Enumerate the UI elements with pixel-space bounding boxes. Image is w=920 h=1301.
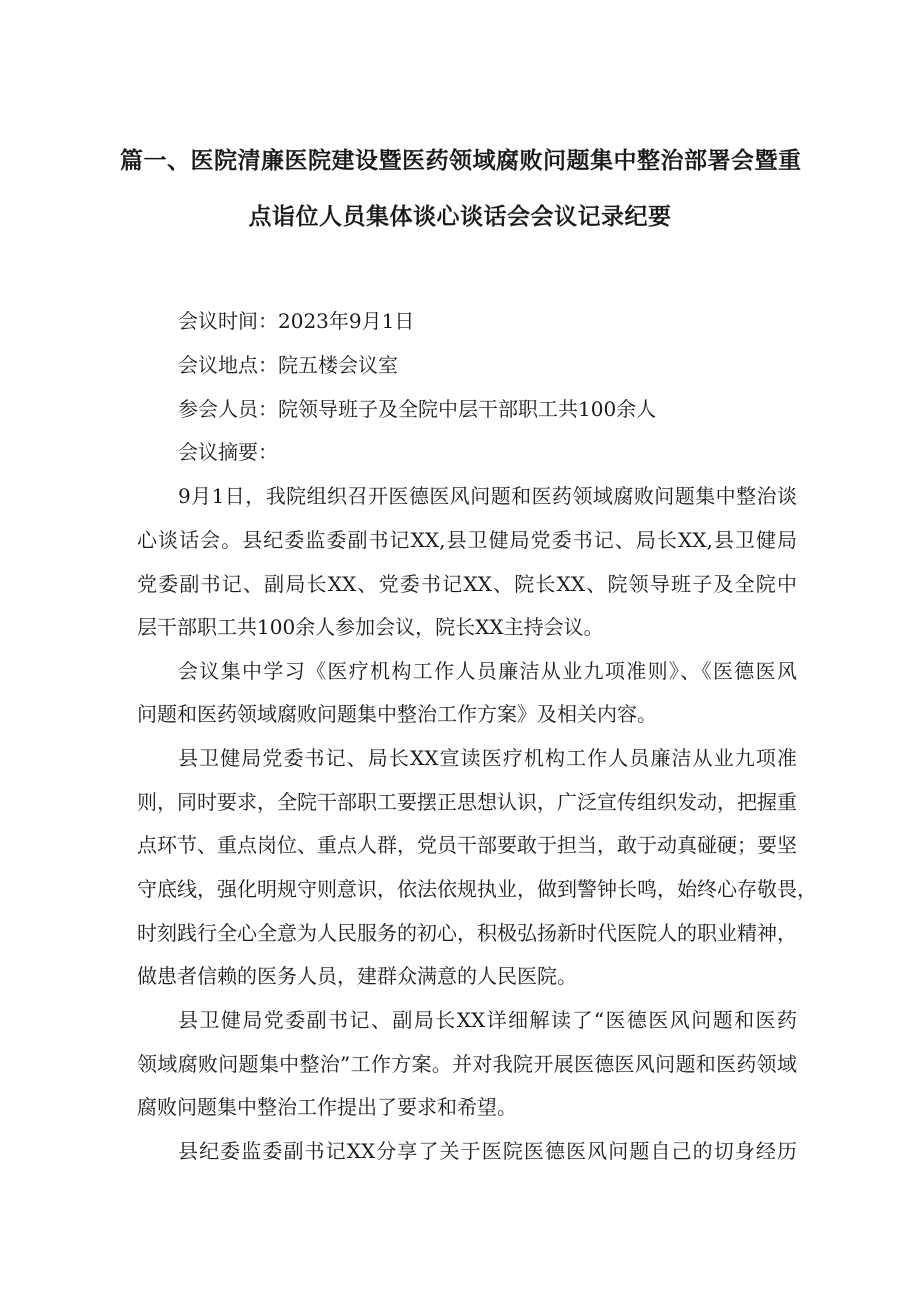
document-title-line-1: 篇一、医院清廉医院建设暨医药领域腐败问题集中整治部署会暨重 xyxy=(120,148,802,174)
paragraph-2-line-1: 会议集中学习《医疗机构工作人员廉洁从业九项准则》、《医德医风 xyxy=(178,659,797,683)
paragraph-1-line-2: 心谈话会。县纪委监委副书记XX,县卫健局党委书记、局长XX,县卫健局 xyxy=(137,528,797,552)
paragraph-1-line-3: 党委副书记、副局长XX、党委书记XX、院长XX、院领导班子及全院中 xyxy=(137,572,797,596)
meeting-summary-label: 会议摘要： xyxy=(178,440,278,464)
paragraph-3-line-2: 则，同时要求，全院干部职工要摆正思想认识，广泛宣传组织发动，把握重 xyxy=(137,790,797,814)
meeting-attendees: 参会人员：院领导班子及全院中层干部职工共100余人 xyxy=(178,397,657,421)
meeting-time: 会议时间：2023年9月1日 xyxy=(178,309,415,333)
paragraph-2-line-2: 问题和医药领域腐败问题集中整治工作方案》及相关内容。 xyxy=(137,702,657,726)
paragraph-1-line-1: 9月1日，我院组织召开医德医风问题和医药领域腐败问题集中整治谈 xyxy=(178,484,797,508)
paragraph-3-line-4: 守底线，强化明规守则意识，依法依规执业，做到警钟长鸣，始终心存敬畏， xyxy=(137,877,817,901)
paragraph-3-line-5: 时刻践行全心全意为人民服务的初心，积极弘扬新时代医院人的职业精神， xyxy=(137,921,797,945)
paragraph-4-line-2: 领域腐败问题集中整治”工作方案。并对我院开展医德医风问题和医药领域 xyxy=(137,1052,797,1076)
document-title-line-2: 点诣位人员集体谈心谈话会会议记录纪要 xyxy=(248,204,672,230)
meeting-place: 会议地点：院五楼会议室 xyxy=(178,353,398,377)
paragraph-3-line-3: 点环节、重点岗位、重点人群，党员干部要敢于担当，敢于动真碰硬；要坚 xyxy=(137,833,797,857)
paragraph-3-line-1: 县卫健局党委书记、局长XX宣读医疗机构工作人员廉洁从业九项准 xyxy=(178,746,797,770)
paragraph-4-line-1: 县卫健局党委副书记、副局长XX详细解读了“医德医风问题和医药 xyxy=(178,1008,797,1032)
paragraph-4-line-3: 腐败问题集中整治工作提出了要求和希望。 xyxy=(137,1095,517,1119)
paragraph-3-line-6: 做患者信赖的医务人员，建群众满意的人民医院。 xyxy=(137,964,577,988)
paragraph-5-line-1: 县纪委监委副书记XX分享了关于医院医德医风问题自己的切身经历 xyxy=(178,1139,797,1163)
paragraph-1-line-4: 层干部职工共100余人参加会议，院长XX主持会议。 xyxy=(137,615,604,639)
